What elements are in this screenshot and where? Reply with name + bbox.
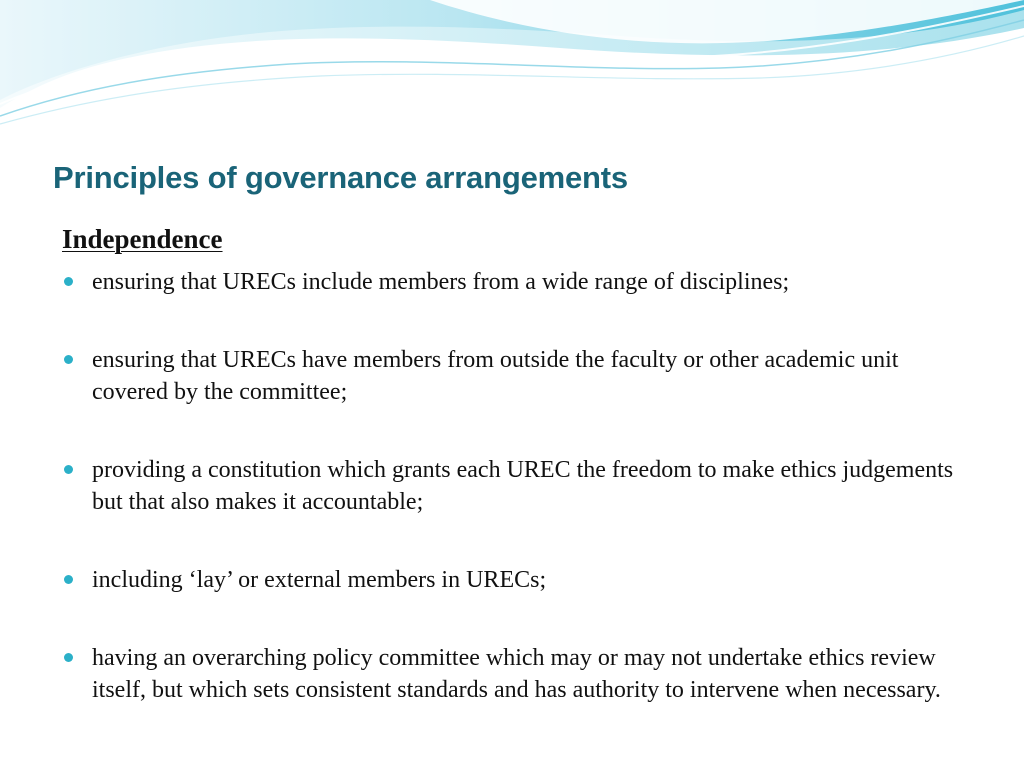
- list-item: [62, 454, 962, 518]
- list-item: [62, 564, 962, 596]
- bullet-dot-icon: [64, 277, 73, 286]
- list-item: [62, 642, 962, 706]
- list-item: [62, 266, 962, 298]
- bullet-text: having an overarching policy committee which may or may not undertake ethics review itself, but which sets consistent standards and has authority to intervene when necessary.: [92, 645, 941, 703]
- list-item: [62, 344, 962, 408]
- section-heading: Independence: [62, 224, 223, 254]
- bullet-dot-icon: [64, 465, 73, 474]
- bullet-text: providing a constitution which grants each UREC the freedom to make ethics judgements but that also makes it accountable;: [92, 457, 954, 515]
- bullet-dot-icon: [64, 653, 73, 662]
- bullet-list: [62, 266, 962, 706]
- bullet-text: ensuring that URECs include members from a wide range of disciplines;: [92, 269, 790, 295]
- wave-decoration: [0, 0, 1024, 130]
- bullet-dot-icon: [64, 355, 73, 364]
- bullet-dot-icon: [64, 575, 73, 584]
- bullet-text: ensuring that URECs have members from outside the faculty or other academic unit covered by the committee;: [92, 347, 899, 405]
- bullet-text: including ‘lay’ or external members in URECs;: [92, 567, 547, 593]
- slide-title: Principles of governance arrangements: [53, 160, 628, 195]
